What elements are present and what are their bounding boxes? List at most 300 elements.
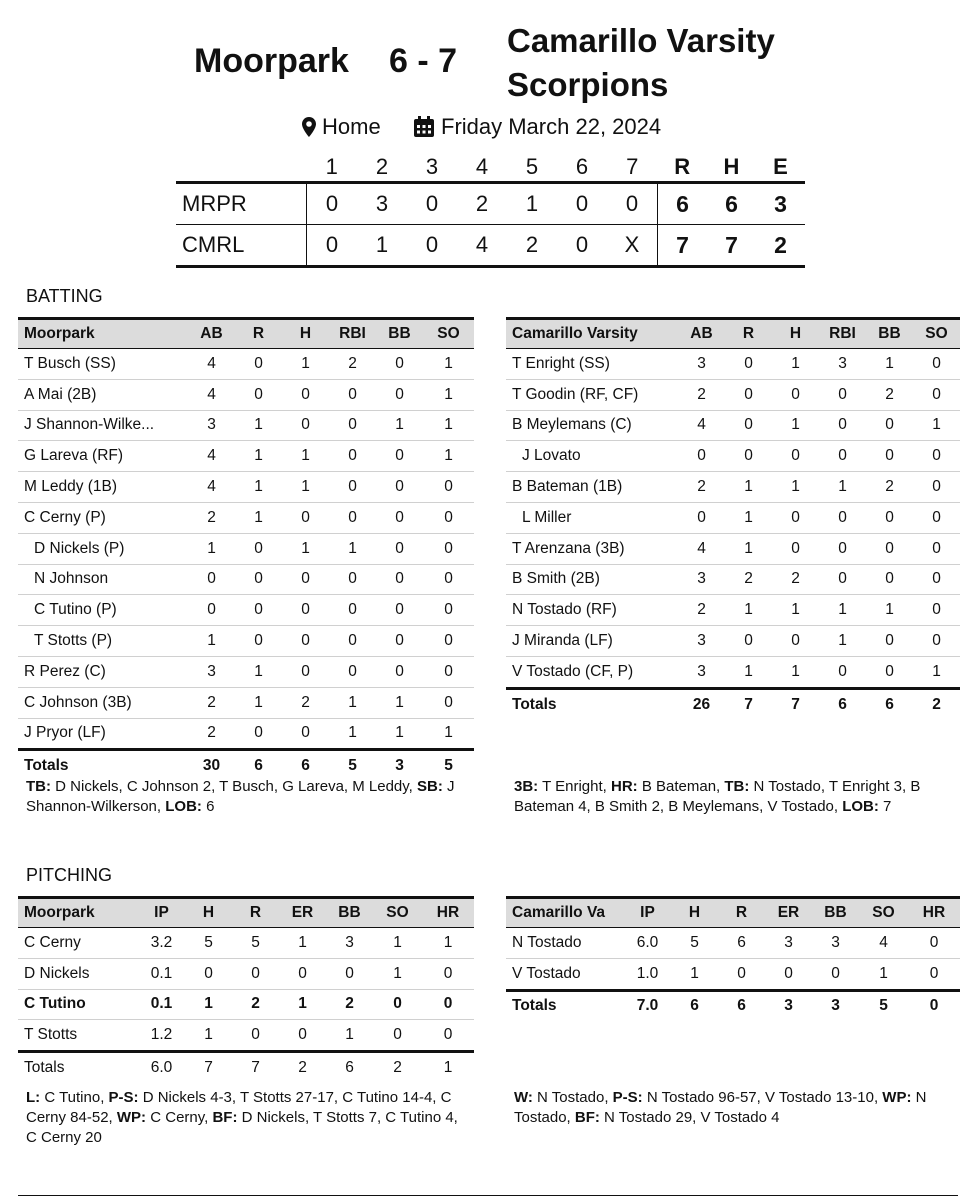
stat-column-header: SO — [373, 898, 422, 928]
batting-row — [18, 718, 474, 750]
note-key: HR: — [611, 778, 638, 795]
player-name: G Lareva (RF) — [18, 441, 188, 472]
player-name: N Johnson — [18, 564, 188, 595]
stat-column-header: IP — [138, 898, 185, 928]
stat-cell: 0 — [279, 1020, 326, 1052]
total-stat-cell: 1 — [422, 1052, 474, 1083]
stat-cell: 4 — [859, 928, 908, 959]
line-score-table — [176, 153, 805, 268]
stat-cell: 0 — [913, 564, 960, 595]
table-header-row — [18, 319, 474, 349]
stat-cell: 0 — [913, 349, 960, 380]
stat-cell: 0 — [819, 564, 866, 595]
total-stat-cell: 3 — [812, 990, 859, 1021]
away-team-name — [507, 19, 775, 107]
location — [302, 114, 381, 140]
stat-cell: 1 — [282, 533, 329, 564]
total-stat-cell: 7 — [772, 688, 819, 719]
stat-cell: 0.1 — [138, 958, 185, 989]
stat-cell: 1 — [423, 379, 474, 410]
note-key: WP: — [116, 1109, 147, 1126]
total-stat-cell: 6 — [718, 990, 765, 1021]
stat-column-header: BB — [866, 319, 913, 349]
note-key: TB: — [26, 778, 51, 795]
stat-cell: 0 — [235, 626, 282, 657]
stat-cell: 2 — [232, 989, 279, 1020]
batting-row — [18, 656, 474, 687]
stat-cell: 0 — [913, 533, 960, 564]
batting-row — [18, 410, 474, 441]
inning-header: 4 — [475, 154, 489, 179]
table-header-row — [506, 898, 960, 928]
stat-cell: 2 — [282, 687, 329, 718]
stat-cell: 2 — [678, 595, 725, 626]
stat-cell: 2 — [678, 379, 725, 410]
stat-column-header: IP — [624, 898, 671, 928]
stat-cell: 1 — [866, 595, 913, 626]
stat-cell: 0 — [423, 656, 474, 687]
player-name: C Johnson (3B) — [18, 687, 188, 718]
batting-row — [506, 595, 960, 626]
stat-cell: 0 — [725, 379, 772, 410]
stat-cell: 0 — [376, 656, 423, 687]
stat-cell: 1 — [866, 349, 913, 380]
totals-row — [506, 990, 960, 1021]
stat-cell: 0 — [282, 502, 329, 533]
total-stat-cell: 26 — [678, 688, 725, 719]
batting-row — [18, 564, 474, 595]
stat-cell: 0 — [282, 564, 329, 595]
camarillo-pitching-table — [506, 896, 960, 1021]
inning-score: 3 — [357, 183, 407, 225]
note-value: D Nickels, C Johnson 2, T Busch, G Lareva, M Leddy, — [51, 778, 417, 795]
stat-cell: 0 — [866, 564, 913, 595]
stat-column-header: H — [185, 898, 232, 928]
note-value: B Bateman, — [637, 778, 725, 795]
stat-column-header: ER — [765, 898, 812, 928]
player-name: J Miranda (LF) — [506, 626, 678, 657]
moorpark-pitching-table — [18, 896, 474, 1083]
stat-cell: 1 — [913, 410, 960, 441]
stat-cell: 0 — [772, 626, 819, 657]
batting-row — [506, 410, 960, 441]
stat-cell: 4 — [188, 441, 235, 472]
runs-header: R — [674, 154, 691, 179]
inning-score: 1 — [507, 183, 557, 225]
player-name: C Cerny — [18, 928, 138, 959]
line-score-row — [176, 183, 805, 225]
stat-cell: 0 — [423, 533, 474, 564]
total-stat-cell: 6 — [866, 688, 913, 719]
stat-cell: 0 — [376, 626, 423, 657]
note-value: D Nickels 4-3, T Stotts 27-17, C Tutino 14-4, C Cerny 84-52, — [26, 1089, 452, 1126]
inning-score: 0 — [607, 183, 658, 225]
camarillo-batting-notes — [514, 777, 950, 817]
stat-column-header: RBI — [329, 319, 376, 349]
pitching-row — [506, 928, 960, 959]
total-stat-cell: 5 — [329, 750, 376, 781]
batting-row — [18, 472, 474, 503]
batting-row — [18, 379, 474, 410]
total-stat-cell: 30 — [188, 750, 235, 781]
note-key: P-S: — [612, 1089, 643, 1106]
note-value: N Tostado, — [532, 1089, 613, 1106]
hits-header: H — [723, 154, 740, 179]
total-stat-cell: 2 — [373, 1052, 422, 1083]
stat-cell: 2 — [188, 502, 235, 533]
stat-column-header: SO — [913, 319, 960, 349]
stat-cell: 0 — [376, 595, 423, 626]
stat-cell: 5 — [232, 928, 279, 959]
stat-cell: 1 — [235, 410, 282, 441]
stat-cell: 1 — [279, 928, 326, 959]
moorpark-batting-notes — [26, 777, 466, 817]
pitching-row — [18, 1020, 474, 1052]
stat-column-header: SO — [859, 898, 908, 928]
hits-total: 6 — [707, 183, 756, 225]
total-stat-cell: 0 — [908, 990, 960, 1021]
stat-cell: 0 — [329, 626, 376, 657]
batting-row — [506, 441, 960, 472]
stat-cell: 1 — [423, 718, 474, 750]
errors-total: 2 — [756, 225, 805, 267]
note-key: TB: — [724, 778, 750, 795]
player-name: T Stotts — [18, 1020, 138, 1052]
batting-row — [18, 502, 474, 533]
line-score-team: CMRL — [176, 225, 307, 267]
stat-cell: 0 — [326, 958, 373, 989]
stat-column-header: R — [718, 898, 765, 928]
stat-column-header: BB — [812, 898, 859, 928]
inning-score: 0 — [407, 225, 457, 267]
stat-cell: 0 — [866, 502, 913, 533]
stat-cell: 1 — [185, 989, 232, 1020]
player-name: N Tostado (RF) — [506, 595, 678, 626]
player-name: A Mai (2B) — [18, 379, 188, 410]
batting-row — [18, 441, 474, 472]
home-team-name: Moorpark — [194, 42, 349, 80]
stat-cell: 0 — [725, 441, 772, 472]
stat-cell: 1 — [772, 595, 819, 626]
stat-cell: 3 — [678, 349, 725, 380]
inning-score: 0 — [307, 183, 358, 225]
stat-cell: 0 — [329, 595, 376, 626]
stat-cell: 0 — [908, 958, 960, 990]
pitching-row — [18, 928, 474, 959]
total-stat-cell: 7 — [725, 688, 772, 719]
stat-cell: 3 — [678, 564, 725, 595]
stat-column-header: AB — [188, 319, 235, 349]
total-stat-cell: 2 — [279, 1052, 326, 1083]
stat-cell: 1 — [235, 687, 282, 718]
stat-column-header: RBI — [819, 319, 866, 349]
stat-cell: 0 — [235, 379, 282, 410]
stat-cell: 1 — [725, 656, 772, 688]
totals-label: Totals — [18, 750, 188, 781]
runs-total: 7 — [658, 225, 708, 267]
stat-cell: 1 — [725, 595, 772, 626]
stat-cell: 2 — [188, 687, 235, 718]
stat-cell: 1 — [329, 687, 376, 718]
pitching-row — [506, 958, 960, 990]
stat-cell: 1 — [235, 502, 282, 533]
stat-cell: 1 — [185, 1020, 232, 1052]
stat-cell: 1 — [326, 1020, 373, 1052]
stat-cell: 3 — [678, 626, 725, 657]
total-stat-cell: 2 — [913, 688, 960, 719]
table-header-row — [18, 898, 474, 928]
stat-cell: 0 — [908, 928, 960, 959]
stat-column-header: SO — [423, 319, 474, 349]
stat-cell: 0 — [376, 379, 423, 410]
batting-row — [506, 533, 960, 564]
stat-cell: 1 — [235, 441, 282, 472]
stat-column-header: H — [282, 319, 329, 349]
player-name: T Busch (SS) — [18, 349, 188, 380]
stat-cell: 1 — [376, 718, 423, 750]
batting-row — [18, 349, 474, 380]
stat-cell: 4 — [678, 533, 725, 564]
stat-cell: 0 — [282, 595, 329, 626]
stat-cell: 2 — [866, 379, 913, 410]
stat-cell: 0 — [913, 595, 960, 626]
player-name: B Bateman (1B) — [506, 472, 678, 503]
inning-score: 2 — [457, 183, 507, 225]
totals-label: Totals — [506, 990, 624, 1021]
stat-cell: 0 — [188, 564, 235, 595]
stat-cell: 0 — [765, 958, 812, 990]
stat-cell: 0 — [376, 349, 423, 380]
stat-cell: 0 — [423, 626, 474, 657]
errors-total: 3 — [756, 183, 805, 225]
line-score-header — [176, 153, 805, 183]
stat-column-header: AB — [678, 319, 725, 349]
total-stat-cell: 3 — [765, 990, 812, 1021]
stat-cell: 0 — [376, 441, 423, 472]
stat-column-header: ER — [279, 898, 326, 928]
stat-cell: 1 — [859, 958, 908, 990]
stat-cell: 0 — [772, 502, 819, 533]
stat-cell: 0 — [373, 989, 422, 1020]
batting-row — [506, 379, 960, 410]
note-key: L: — [26, 1089, 41, 1106]
stat-cell: 1 — [235, 472, 282, 503]
stat-cell: 0 — [282, 379, 329, 410]
player-name: J Lovato — [506, 441, 678, 472]
totals-label: Totals — [18, 1052, 138, 1083]
stat-cell: 0 — [329, 472, 376, 503]
stat-cell: 0 — [866, 441, 913, 472]
stat-cell: 1 — [373, 958, 422, 989]
stat-cell: 1 — [329, 533, 376, 564]
batting-row — [506, 472, 960, 503]
stat-cell: 1.2 — [138, 1020, 185, 1052]
stat-cell: 0 — [235, 533, 282, 564]
stat-cell: 0 — [866, 626, 913, 657]
stat-cell: 0 — [373, 1020, 422, 1052]
date-label: Friday March 22, 2024 — [441, 114, 662, 139]
stat-column-header: R — [725, 319, 772, 349]
note-value: 7 — [878, 798, 892, 815]
total-stat-cell: 6 — [819, 688, 866, 719]
pitching-row — [18, 958, 474, 989]
stat-cell: 1 — [725, 502, 772, 533]
batting-row — [506, 349, 960, 380]
stat-cell: 0 — [913, 441, 960, 472]
hits-total: 7 — [707, 225, 756, 267]
note-key: BF: — [574, 1109, 600, 1126]
note-key: LOB: — [165, 798, 202, 815]
calendar-icon — [413, 116, 435, 138]
line-score-row — [176, 225, 805, 267]
stat-cell: 0 — [185, 958, 232, 989]
stat-cell: 1.0 — [624, 958, 671, 990]
stat-cell: 0 — [772, 533, 819, 564]
stat-cell: 0 — [376, 533, 423, 564]
away-team-line2: Scorpions — [507, 66, 669, 103]
player-name: T Enright (SS) — [506, 349, 678, 380]
stat-column-header: H — [772, 319, 819, 349]
team-column-header: Camarillo Varsity — [506, 319, 678, 349]
stat-cell: 1 — [772, 472, 819, 503]
stat-cell: 4 — [188, 349, 235, 380]
stat-cell: 0 — [913, 472, 960, 503]
note-key: BF: — [212, 1109, 238, 1126]
stat-cell: 0 — [235, 595, 282, 626]
inning-score: 0 — [557, 183, 607, 225]
stat-cell: 0 — [423, 564, 474, 595]
player-name: C Tutino (P) — [18, 595, 188, 626]
stat-cell: 0 — [423, 502, 474, 533]
note-value: T Enright, — [538, 778, 611, 795]
stat-cell: 2 — [725, 564, 772, 595]
stat-cell: 0 — [282, 410, 329, 441]
stat-cell: 0 — [812, 958, 859, 990]
pitching-section-title: PITCHING — [26, 865, 113, 885]
errors-header: E — [773, 154, 788, 179]
totals-row — [506, 688, 960, 719]
stat-cell: 1 — [423, 410, 474, 441]
stat-cell: 0 — [772, 379, 819, 410]
stat-cell: 5 — [671, 928, 718, 959]
stat-cell: 1 — [282, 441, 329, 472]
note-value: N Tostado, — [514, 1089, 927, 1126]
stat-cell: 1 — [422, 928, 474, 959]
total-stat-cell: 6.0 — [138, 1052, 185, 1083]
batting-row — [506, 626, 960, 657]
stat-cell: 0 — [422, 1020, 474, 1052]
stat-cell: 0 — [282, 718, 329, 750]
note-key: LOB: — [842, 798, 879, 815]
stat-cell: 0 — [725, 349, 772, 380]
moorpark-batting-table — [18, 317, 474, 781]
stat-cell: 1 — [725, 472, 772, 503]
stat-cell: 1 — [279, 989, 326, 1020]
stat-cell: 1 — [282, 472, 329, 503]
batting-row — [506, 656, 960, 688]
camarillo-pitching-notes — [514, 1088, 954, 1128]
stat-cell: 0 — [725, 626, 772, 657]
away-team-line1: Camarillo Varsity — [507, 22, 775, 59]
stat-cell: 3 — [188, 410, 235, 441]
stat-cell: 0 — [913, 626, 960, 657]
stat-cell: 0 — [678, 502, 725, 533]
stat-cell: 1 — [671, 958, 718, 990]
stat-cell: 0 — [329, 410, 376, 441]
inning-score: 0 — [307, 225, 358, 267]
stat-cell: 0 — [423, 595, 474, 626]
note-key: SB: — [417, 778, 443, 795]
stat-cell: 1 — [772, 349, 819, 380]
totals-row — [18, 1052, 474, 1083]
stat-cell: 0 — [866, 533, 913, 564]
stat-cell: 1 — [282, 349, 329, 380]
player-name: B Meylemans (C) — [506, 410, 678, 441]
stat-cell: 2 — [678, 472, 725, 503]
total-stat-cell: 6 — [671, 990, 718, 1021]
stat-cell: 2 — [772, 564, 819, 595]
totals-label: Totals — [506, 688, 678, 719]
note-key: WP: — [882, 1089, 912, 1106]
stat-cell: 4 — [188, 379, 235, 410]
team-column-header: Camarillo Va — [506, 898, 624, 928]
location-label: Home — [322, 114, 381, 139]
stat-cell: 0 — [282, 626, 329, 657]
stat-column-header: HR — [908, 898, 960, 928]
total-stat-cell: 7 — [185, 1052, 232, 1083]
stat-cell: 3 — [765, 928, 812, 959]
stat-cell: 1 — [376, 687, 423, 718]
note-value: N Tostado 29, V Tostado 4 — [599, 1109, 780, 1126]
camarillo-batting-table — [506, 317, 960, 720]
player-name: N Tostado — [506, 928, 624, 959]
stat-cell: 1 — [373, 928, 422, 959]
stat-cell: 0 — [329, 441, 376, 472]
inning-header: 7 — [626, 154, 639, 179]
player-name: R Perez (C) — [18, 656, 188, 687]
stat-cell: 0 — [772, 441, 819, 472]
table-header-row — [506, 319, 960, 349]
stat-cell: 3 — [326, 928, 373, 959]
note-value: C Tutino, — [40, 1089, 109, 1106]
total-stat-cell: 7 — [232, 1052, 279, 1083]
stat-cell: 0 — [422, 958, 474, 989]
stat-cell: 4 — [188, 472, 235, 503]
player-name: T Arenzana (3B) — [506, 533, 678, 564]
stat-cell: 3.2 — [138, 928, 185, 959]
stat-cell: 0 — [866, 656, 913, 688]
player-name: L Miller — [506, 502, 678, 533]
stat-cell: 0 — [678, 441, 725, 472]
stat-cell: 0 — [422, 989, 474, 1020]
note-key: W: — [514, 1089, 533, 1106]
stat-cell: 0 — [376, 564, 423, 595]
stat-cell: 0 — [329, 502, 376, 533]
stat-cell: 0 — [235, 564, 282, 595]
batting-row — [18, 626, 474, 657]
inning-score: 4 — [457, 225, 507, 267]
stat-cell: 1 — [819, 626, 866, 657]
player-name: M Leddy (1B) — [18, 472, 188, 503]
stat-cell: 0 — [188, 595, 235, 626]
batting-section-title: BATTING — [26, 286, 103, 306]
stat-cell: 0 — [329, 656, 376, 687]
stat-cell: 0 — [913, 502, 960, 533]
inning-score: 0 — [557, 225, 607, 267]
stat-cell: 1 — [235, 656, 282, 687]
stat-cell: 1 — [772, 656, 819, 688]
note-value: C Cerny, — [146, 1109, 213, 1126]
